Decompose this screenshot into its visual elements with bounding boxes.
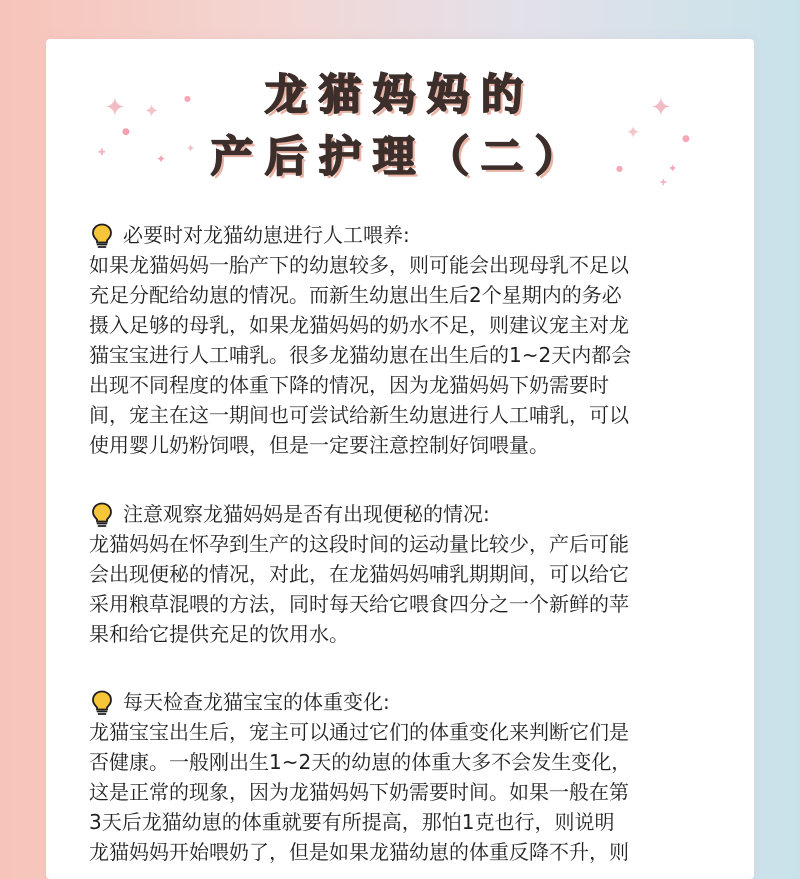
sparkle-icon: ✚ [98, 148, 106, 158]
lightbulb-icon [91, 223, 113, 249]
paragraph-line: 龙猫妈妈开始喂奶了，但是如果龙猫幼崽的体重反降不升，则 [89, 840, 629, 864]
paragraph-line: 猫宝宝进行人工哺乳。很多龙猫幼崽在出生后的1~2天内都会 [89, 343, 632, 367]
sparkle-icon: ✦ [668, 162, 678, 175]
section-heading-text: 必要时对龙猫幼崽进行人工喂养: [123, 223, 410, 247]
sparkle-icon: ✦ [144, 101, 160, 122]
sparkle-icon: ● [184, 94, 191, 103]
paragraph-line: 果和给它提供充足的饮用水。 [89, 622, 349, 646]
section-heading [89, 499, 719, 529]
sparkle-icon: ✦ [104, 93, 126, 123]
paragraph-line: 间，宠主在这一期间也可尝试给新生幼崽进行人工哺乳，可以 [89, 403, 629, 427]
sparkle-icon: ✚ [660, 178, 667, 187]
paragraph-line: 这是正常的现象，因为龙猫妈妈下奶需要时间。如果一般在第 [89, 780, 629, 804]
paragraph-line: 如果龙猫妈妈一胎产下的幼崽较多，则可能会出现母乳不足以 [89, 253, 629, 277]
section-heading-text: 每天检查龙猫宝宝的体重变化: [123, 690, 390, 714]
sparkle-icon: ● [616, 164, 623, 173]
paragraph-line: 否健康。一般刚出生1~2天的幼崽的体重大多不会发生变化， [89, 750, 632, 774]
paragraph-line: 龙猫妈妈在怀孕到生产的这段时间的运动量比较少，产后可能 [89, 532, 629, 556]
page-title-line-2: 产后护理（二） [210, 132, 589, 181]
article-card [46, 39, 754, 879]
paragraph-line: 龙猫宝宝出生后，宠主可以通过它们的体重变化来判断它们是 [89, 720, 629, 744]
section-heading [89, 687, 719, 717]
section-heading-text: 注意观察龙猫妈妈是否有出现便秘的情况: [123, 502, 490, 526]
paragraph-line: 充足分配给幼崽的情况。而新生幼崽出生后2个星期内的务必 [89, 283, 622, 307]
sparkle-icon: ✦ [156, 152, 167, 166]
section-weight-check [89, 687, 719, 867]
paragraph-line: 摄入足够的母乳，如果龙猫妈妈的奶水不足，则建议宠主对龙 [89, 313, 629, 337]
lightbulb-icon [91, 502, 113, 528]
sparkle-icon: ✦ [186, 142, 196, 155]
section-heading [89, 220, 719, 250]
sparkle-icon: ✦ [650, 93, 672, 123]
paragraph-line: 出现不同程度的体重下降的情况，因为龙猫妈妈下奶需要时 [89, 373, 609, 397]
sparkle-icon: ✦ [626, 123, 641, 143]
paragraph-line: 3天后龙猫幼崽的体重就要有所提高，那怕1克也行，则说明 [89, 810, 615, 834]
paragraph-line: 会出现便秘的情况，对此，在龙猫妈妈哺乳期期间，可以给它 [89, 562, 629, 586]
paragraph-line: 采用粮草混喂的方法，同时每天给它喂食四分之一个新鲜的苹 [89, 592, 629, 616]
section-artificial-feeding [89, 220, 719, 460]
sparkle-icon: ● [122, 127, 130, 137]
lightbulb-icon [91, 690, 113, 716]
section-constipation [89, 499, 719, 649]
page-title-line-1: 龙猫妈妈的 [264, 70, 535, 119]
paragraph-line: 使用婴儿奶粉饲喂，但是一定要注意控制好饲喂量。 [89, 433, 549, 457]
sparkle-icon: ● [682, 134, 690, 144]
